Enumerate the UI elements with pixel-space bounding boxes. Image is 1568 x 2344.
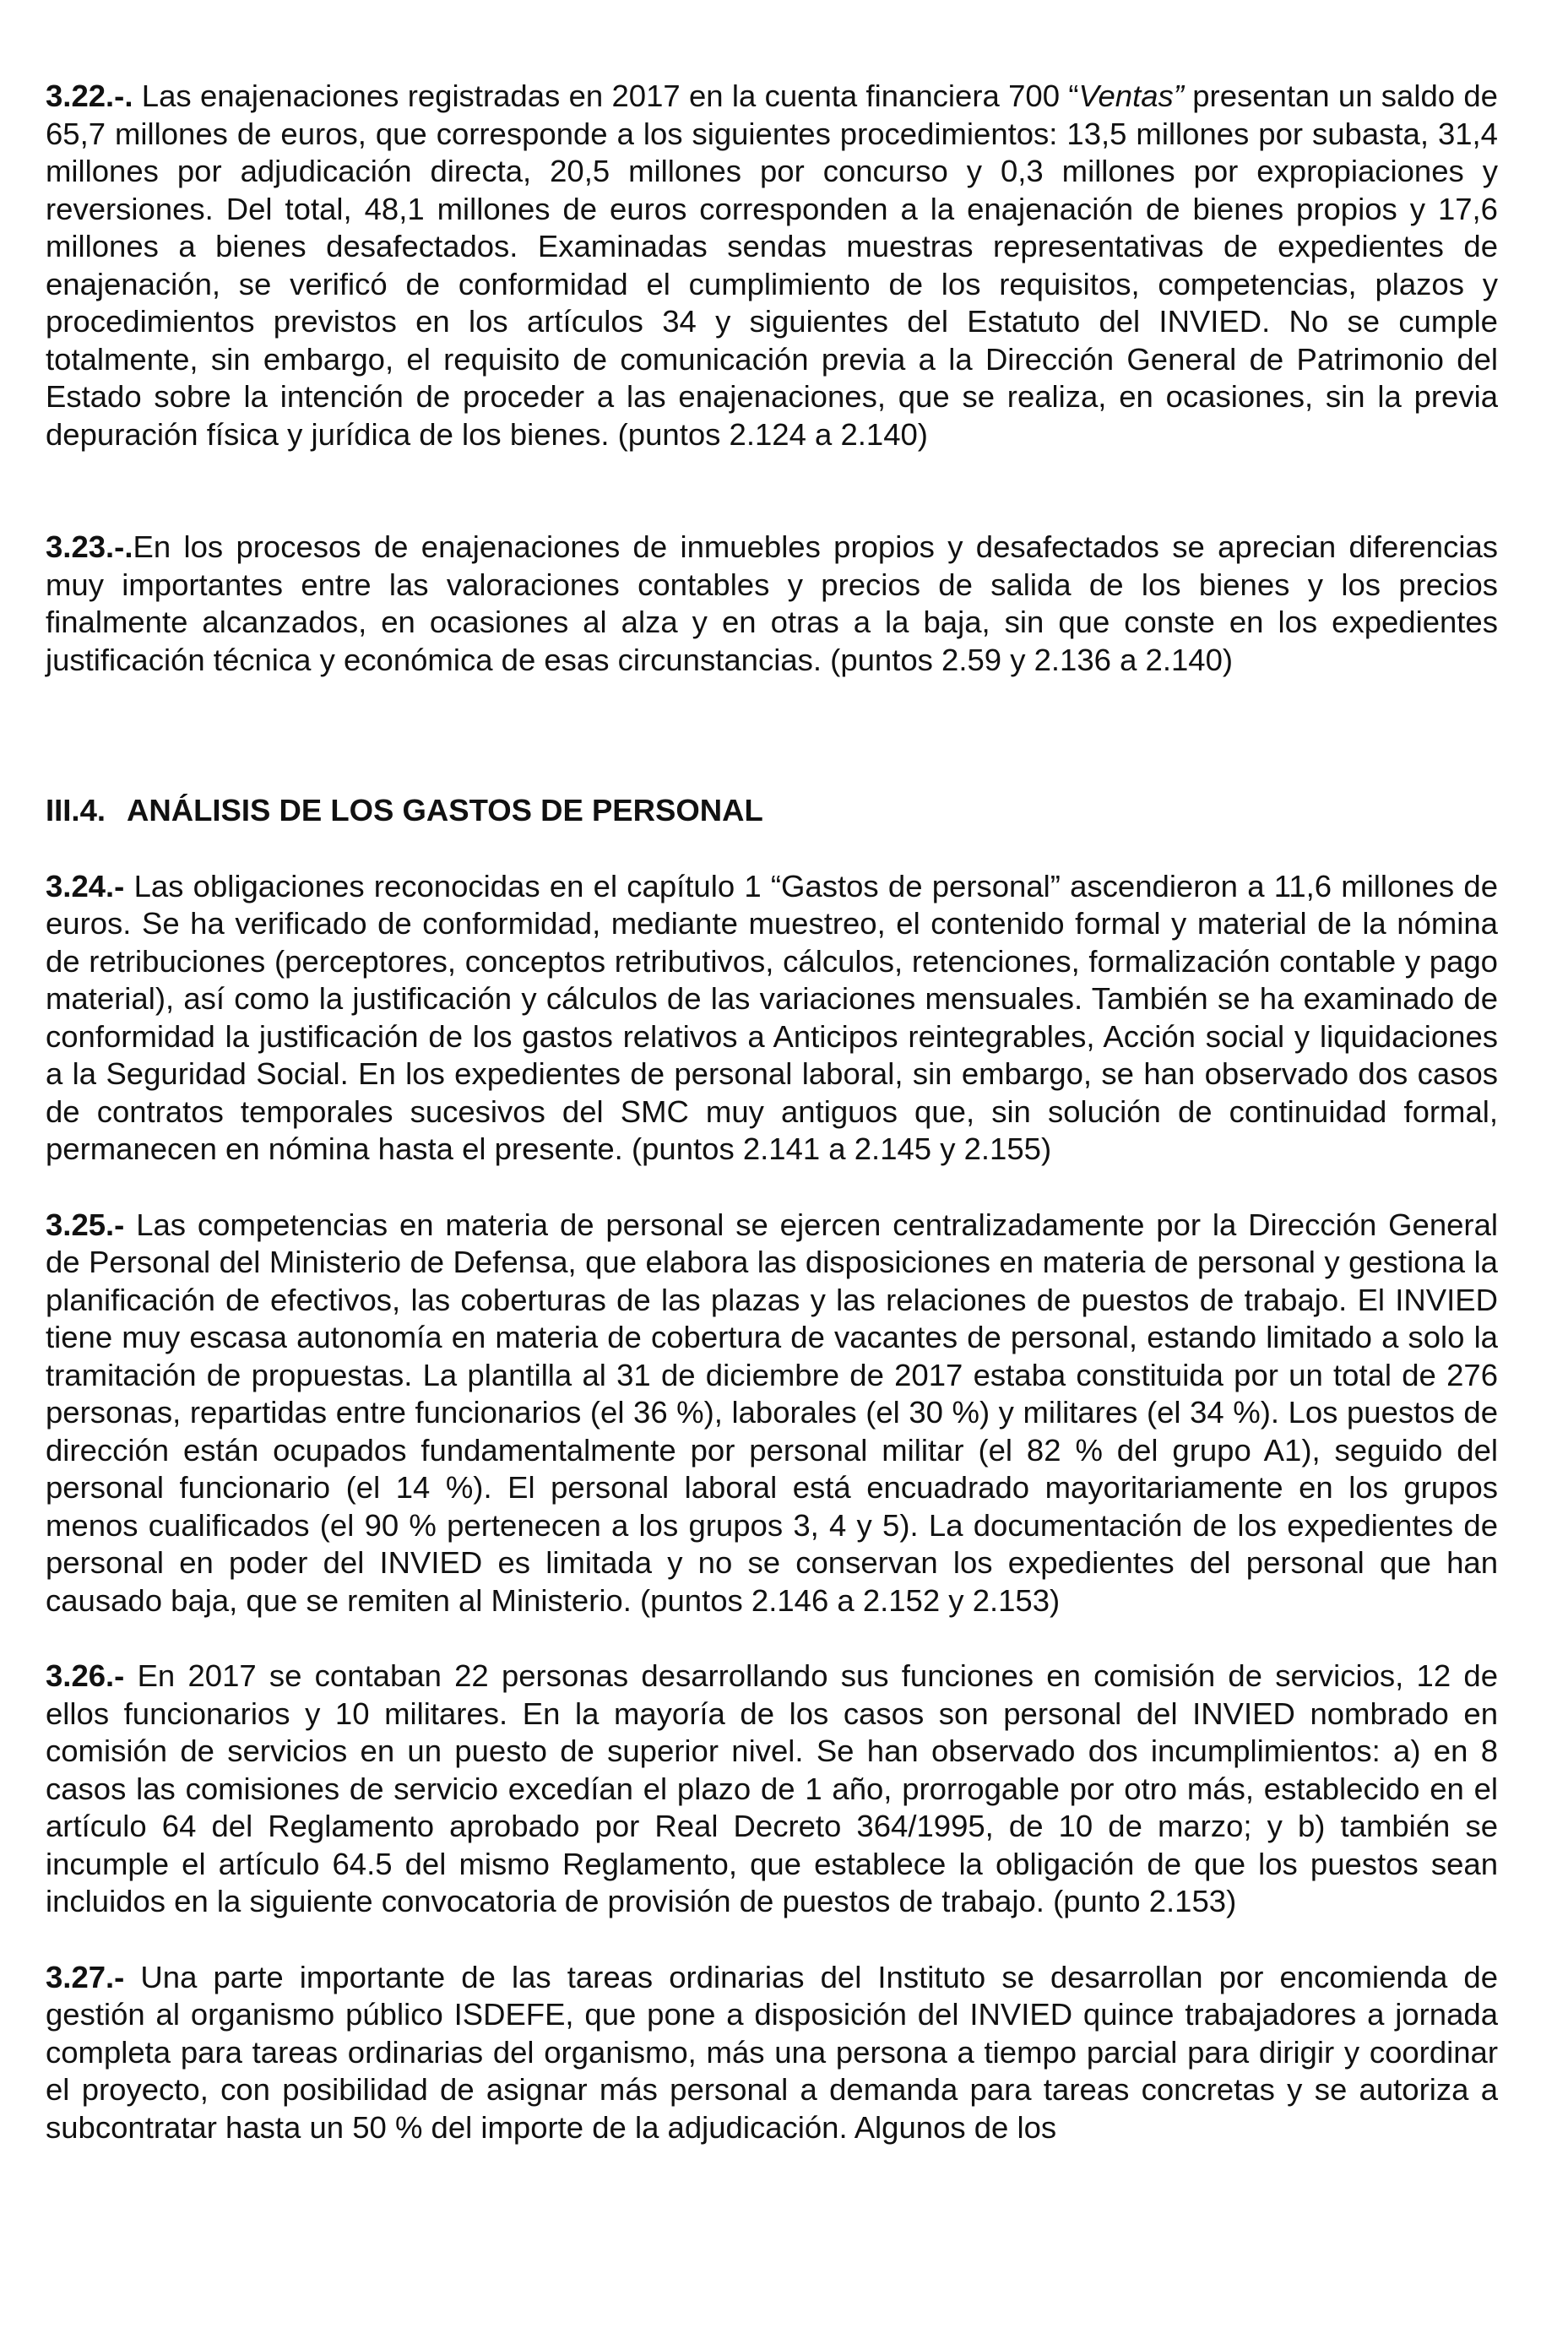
paragraph-3-22 (46, 78, 1498, 453)
spacer (46, 679, 1498, 792)
spacer (46, 1169, 1498, 1207)
paragraph-3-27 (46, 1959, 1498, 2147)
paragraph-number: 3.27.- (46, 1959, 125, 1994)
paragraph-number: 3.24.- (46, 868, 125, 903)
spacer (46, 453, 1498, 529)
paragraph-text: Una parte importante de las tareas ordinarias del Instituto se desarrollan por encomienda de gestión al organismo público ISDEFE, que pone a disposición del INVIED quince trabajadores a jornada completa para tareas ordinarias del organismo, más una persona a tiempo parcial para dirigir y coordinar el proyecto, con posibilidad de asignar más personal a demanda para tareas concretas y se autoriza a subcontratar hasta un 50 % del importe de la adjudicación. Algunos de los (46, 1959, 1498, 2145)
paragraph-number: 3.25.- (46, 1207, 125, 1242)
spacer (46, 830, 1498, 868)
spacer (46, 1620, 1498, 1658)
paragraph-text: En 2017 se contaban 22 personas desarrollando sus funciones en comisión de servicios, 12 de ellos funcionarios y 10 militares. En la mayoría de los casos son personal del INVIED nombrado en comisión de servicios en un puesto de superior nivel. Se han observado dos incumplimientos: a) en 8 casos las comisiones de servicio excedían el plazo de 1 año, prorrogable por otro más, establecido en el artículo 64 del Reglamento aprobado por Real Decreto 364/1995, de 10 de marzo; y b) también se incumple el artículo 64.5 del mismo Reglamento, que establece la obligación de que los puestos sean incluidos en la siguiente convocatoria de provisión de puestos de trabajo. (punto 2.153) (46, 1658, 1498, 1918)
paragraph-number: 3.23.-. (46, 529, 133, 564)
paragraph-text: Las obligaciones reconocidas en el capítulo 1 “Gastos de personal” ascendieron a 11,6 millones de euros. Se ha verificado de conformidad, mediante muestreo, el contenido formal y material de la nómina de retribuciones (perceptores, conceptos retributivos, cálculos, retenciones, formalización contable y pago material), así como la justificación y cálculos de las variaciones mensuales. También se ha examinado de conformidad la justificación de los gastos relativos a Anticipos reintegrables, Acción social y liquidaciones a la Seguridad Social. En los expedientes de personal laboral, sin embargo, se han observado dos casos de contratos temporales sucesivos del SMC muy antiguos que, sin solución de continuidad formal, permanecen en nómina hasta el presente. (puntos 2.141 a 2.145 y 2.155) (46, 868, 1498, 1166)
document-page (46, 78, 1498, 2146)
section-title: ANÁLISIS DE LOS GASTOS DE PERSONAL (127, 793, 763, 827)
paragraph-number: 3.26.- (46, 1658, 125, 1693)
paragraph-3-23 (46, 529, 1498, 679)
section-heading (46, 792, 1498, 830)
spacer (46, 1921, 1498, 1959)
paragraph-text: Las enajenaciones registradas en 2017 en la cuenta financiera 700 “ (133, 79, 1079, 113)
paragraph-text: presentan un saldo de 65,7 millones de euros, que corresponde a los siguientes procedimientos: 13,5 millones por subasta, 31,4 millones por adjudicación directa, 20,5 millones por concurso y 0,3 millones por expropiaciones y reversiones. Del total, 48,1 millones de euros corresponden a la enajenación de bienes propios y 17,6 millones a bienes desafectados. Examinadas sendas muestras representativas de expedientes de enajenación, se verificó de conformidad el cumplimiento de los requisitos, competencias, plazos y procedimientos previstos en los artículos 34 y siguientes del Estatuto del INVIED. No se cumple totalmente, sin embargo, el requisito de comunicación previa a la Dirección General de Patrimonio del Estado sobre la intención de proceder a las enajenaciones, que se realiza, en ocasiones, sin la previa depuración física y jurídica de los bienes. (puntos 2.124 a 2.140) (46, 79, 1498, 452)
paragraph-3-24 (46, 868, 1498, 1169)
paragraph-emphasis: Ventas” (1078, 79, 1184, 113)
paragraph-3-25 (46, 1207, 1498, 1620)
paragraph-text: En los procesos de enajenaciones de inmuebles propios y desafectados se aprecian diferencias muy importantes entre las valoraciones contables y precios de salida de los bienes y los precios finalmente alcanzados, en ocasiones al alza y en otras a la baja, sin que conste en los expedientes justificación técnica y económica de esas circunstancias. (puntos 2.59 y 2.136 a 2.140) (46, 529, 1498, 677)
section-number: III.4. (46, 793, 106, 827)
paragraph-3-26 (46, 1658, 1498, 1921)
paragraph-text: Las competencias en materia de personal se ejercen centralizadamente por la Dirección General de Personal del Ministerio de Defensa, que elabora las disposiciones en materia de personal y gestiona la planificación de efectivos, las coberturas de las plazas y las relaciones de puestos de trabajo. El INVIED tiene muy escasa autonomía en materia de cobertura de vacantes de personal, estando limitado a solo la tramitación de propuestas. La plantilla al 31 de diciembre de 2017 estaba constituida por un total de 276 personas, repartidas entre funcionarios (el 36 %), laborales (el 30 %) y militares (el 34 %). Los puestos de dirección están ocupados fundamentalmente por personal militar (el 82 % del grupo A1), seguido del personal funcionario (el 14 %). El personal laboral está encuadrado mayoritariamente en los grupos menos cualificados (el 90 % pertenecen a los grupos 3, 4 y 5). La documentación de los expedientes de personal en poder del INVIED es limitada y no se conservan los expedientes del personal que han causado baja, que se remiten al Ministerio. (puntos 2.146 a 2.152 y 2.153) (46, 1207, 1498, 1618)
paragraph-number: 3.22.-. (46, 79, 133, 113)
